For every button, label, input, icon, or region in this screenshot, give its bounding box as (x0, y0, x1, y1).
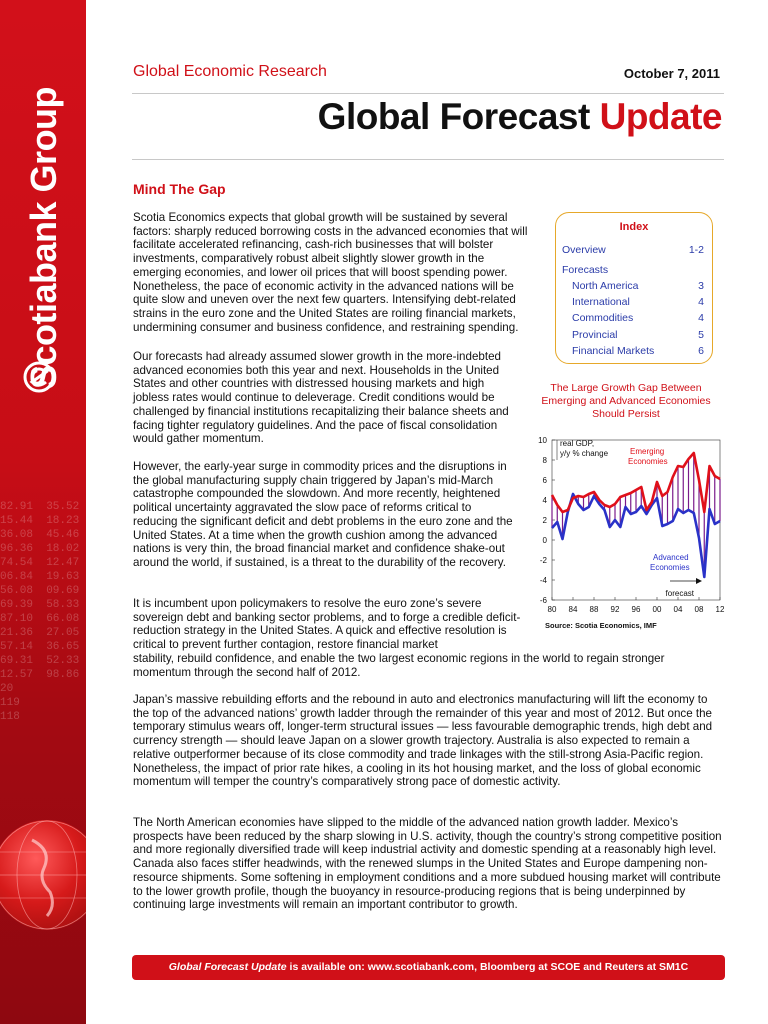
stock-ticker-texture: 82.91 35.52 15.44 18.23 36.08 45.46 96.36 18.02 74.54 12.47 06.84 19.63 56.08 09.69 69.39 58.33 87.10 66.08 21.36 27.05 57.14 36.65 69.31 52.33 12.57 98.86 20 119 118 (0, 501, 80, 723)
header-divider (132, 93, 724, 94)
y-tick-label: 2 (542, 516, 547, 525)
scotiabank-logo-icon (22, 360, 56, 394)
brand-name: Scotiabank Group (23, 86, 64, 389)
index-item-forecasts[interactable] (562, 264, 704, 278)
x-tick-label: 96 (631, 605, 641, 614)
title-main: Global Forecast (317, 96, 600, 137)
index-item-label: Commodities (572, 312, 634, 324)
emerging-series-label: Economies (628, 457, 668, 466)
x-tick-label: 88 (589, 605, 599, 614)
paragraph-6: The North American economies have slipped to the middle of the advanced nation growth ladder. Mexico’s prospects have been reduced by the sharp slowing in U.S. activity, though the country’s strong competitive position and more regionally diversified trade will keep industrial activity and domestic spending at a reasonably high level. Canada also faces stiffer headwinds, with the renewed slumps in the United States and Europe dampening non-resource shipments. Some softening in employment conditions and a more subdued housing market will contribute to the lower growth profile, though the buoyancy in resource-producing regions that is being underpinned by continuing large investments will remain an important contributor to growth. (133, 816, 722, 912)
chart-source: Source: Scotia Economics, IMF (545, 621, 657, 630)
y-tick-label: 4 (542, 496, 547, 505)
index-item-label: Financial Markets (572, 345, 655, 357)
x-tick-label: 04 (673, 605, 683, 614)
brand-sidebar (0, 0, 86, 1024)
index-item-page: 4 (698, 312, 704, 324)
gdp-growth-chart (530, 430, 730, 635)
brand-block (14, 86, 74, 394)
paragraph-3: However, the early-year surge in commodity prices and the disruptions in the global manufacturing supply chain triggered by Japan’s mid-March catastrophe compounded the slowdown. And more recently, heightened political uncertainty aggravated the slow pace of reforms critical to reducing the significant deficit and debt problems in the euro zone and the United States. At a time when the growth cushion among the advanced nations is very thin, the broad financial market and confidence shake-out around the world, if sustained, is a threat to the durability of the recovery. (133, 460, 513, 569)
y-tick-label: 6 (542, 476, 547, 485)
paragraph-1: Scotia Economics expects that global growth will be sustained by several factors: sharply reduced borrowing costs in the advanced economies that will facilitate accelerated refinancing, cash-rich businesses that will bolster investments, comparatively robust albeit slightly slower growth in the emerging economies, and lower oil prices that will boost spending power. Nonetheless, the pace of economic activity in the advanced nations will be quite slow and uneven over the next few quarters. Intensifying debt-related strains in the euro zone and the United States are roiling financial markets, undermining consumer and business confidence, and restraining spending. (133, 211, 528, 334)
index-item-page: 6 (698, 345, 704, 357)
availability-footer (132, 955, 725, 980)
index-item-north-america[interactable] (562, 280, 704, 294)
index-item-provincial[interactable] (562, 329, 704, 343)
paragraph-4-continued: stability, rebuild confidence, and enable the two largest economic regions in the world to regain stronger momentum through the second half of 2012. (133, 652, 665, 679)
index-item-page: 1-2 (688, 244, 704, 256)
y-tick-label: 0 (542, 536, 547, 545)
y-tick-label: -4 (539, 576, 547, 585)
chart-title: The Large Growth Gap Between Emerging and Advanced Economies Should Persist (541, 382, 711, 420)
index-title: Index (619, 221, 649, 233)
globe-grid-icon (0, 820, 86, 930)
paragraph-2: Our forecasts had already assumed slower growth in the more-indebted advanced economies both this year and next. Households in the United States and other countries with distressed housing markets and high jobless rates would continue to deleverage. Credit conditions would be challenged by financial institutions recapitalizing their balance sheets and facing tighter regulatory guidelines. And the pace of fiscal consolidation would gather momentum. (133, 350, 509, 446)
publication-date: October 7, 2011 (623, 66, 720, 81)
index-item-label: Overview (562, 244, 606, 256)
footer-text: is available on: www.scotiabank.com, Bloomberg at SCOE and Reuters at SM1C (286, 961, 689, 973)
index-item-page: 4 (698, 296, 704, 308)
y-tick-label: 8 (542, 456, 547, 465)
index-item-page: 5 (698, 329, 704, 341)
index-item-international[interactable] (562, 296, 704, 310)
x-tick-label: 08 (694, 605, 704, 614)
department-label: Global Economic Research (133, 63, 327, 80)
index-item-overview[interactable] (562, 244, 704, 258)
paragraph-4: It is incumbent upon policymakers to resolve the euro zone’s severe sovereign debt and banking sector problems, and to forge a credible deficit-reduction strategy in the United States. A quick and effective resolution is critical to prevent further contagion, restore financial market (133, 597, 521, 652)
index-item-financial-markets[interactable] (562, 345, 704, 359)
x-tick-label: 00 (652, 605, 662, 614)
x-tick-label: 84 (568, 605, 578, 614)
advanced-series-label: Economies (650, 563, 690, 572)
x-tick-label: 12 (715, 605, 725, 614)
forecast-arrow-head (696, 578, 702, 584)
y-tick-label: -6 (539, 596, 547, 605)
title-accent: Update (599, 96, 722, 137)
advanced-series-label: Advanced (653, 553, 689, 562)
y-axis-label-line1: real GDP, (560, 439, 595, 448)
paragraph-5: Japan’s massive rebuilding efforts and the rebound in auto and electronics manufacturing will lift the economy to the top of the advanced nations’ growth ladder through the remainder of this year and most of 2012. But once the temporary stimulus wears off, longer-term structural issues — less favourable demographic trends, high debt and currency strength — should leave Japan on a slower growth trajectory. Australia is also expected to remain a relative outperformer because of its close commodity and trade linkages with the still-strong Asia-Pacific region. Nonetheless, the impact of prior rate hikes, a cooling in its hot housing market, and the loss of global economic momentum will temper the country’s comparatively strong pace of domestic activity. (133, 693, 713, 789)
index-item-label: International (572, 296, 630, 308)
x-tick-label: 80 (547, 605, 557, 614)
index-item-label: Provincial (572, 329, 618, 341)
footer-publication-name: Global Forecast Update (168, 961, 287, 973)
index-item-label: Forecasts (562, 264, 609, 276)
index-item-commodities[interactable] (562, 312, 704, 326)
y-axis-label-line2: y/y % change (560, 449, 609, 458)
page-title (318, 96, 722, 138)
section-heading: Mind The Gap (133, 181, 226, 197)
emerging-series-label: Emerging (630, 447, 665, 456)
y-tick-label: -2 (539, 556, 547, 565)
title-divider (132, 159, 724, 160)
index-box (555, 212, 713, 364)
x-tick-label: 92 (610, 605, 620, 614)
index-item-page: 3 (698, 280, 704, 292)
y-tick-label: 10 (538, 436, 547, 445)
index-item-label: North America (572, 280, 639, 292)
forecast-annotation: forecast (665, 589, 694, 598)
